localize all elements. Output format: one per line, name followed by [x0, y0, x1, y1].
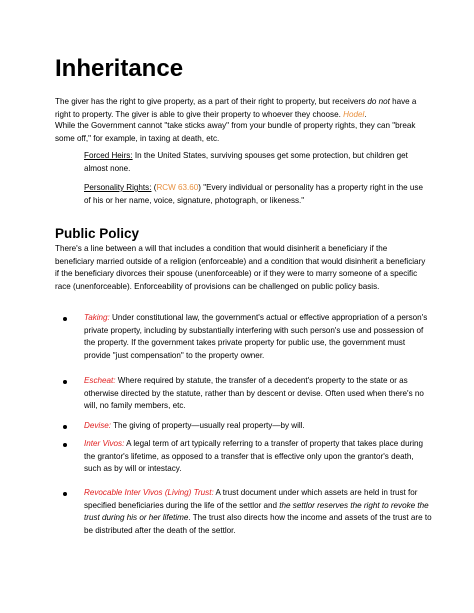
personality-rights-label: Personality Rights:	[84, 183, 152, 192]
personality-rights-paragraph: Personality Rights: (RCW 63.60) "Every individual or personality has a property right in the use of his or her name, voice, signature, photograph, or likeness."	[84, 183, 423, 205]
emphasis-revoke: the settlor reserves the right to revoke the trust during his or her lifetime	[84, 500, 429, 523]
term-devise: Devise:	[84, 421, 111, 430]
bullet-dot	[63, 425, 67, 429]
bullet-dot	[63, 492, 67, 496]
term-escheat: Escheat:	[84, 376, 116, 385]
case-citation-hodel[interactable]: Hodel	[343, 109, 365, 119]
list-item-taking: Taking: Under constitutional law, the government's actual or effective appropriation of a person's private property, including by substantially interfering with such person's use and possession of the property. If the government takes private property for public use, the government must provide "just compensation" to the property owner.	[84, 313, 428, 360]
forced-heirs-label: Forced Heirs:	[84, 151, 133, 160]
bullet-dot	[63, 443, 67, 447]
term-revocable-trust: Revocable Inter Vivos (Living) Trust:	[84, 488, 214, 497]
emphasis-do-not: do not	[367, 97, 390, 106]
section-heading-public-policy: Public Policy	[55, 226, 140, 241]
forced-heirs-paragraph: Forced Heirs: In the United States, surviving spouses get some protection, but children get almost none.	[84, 151, 408, 173]
term-taking: Taking:	[84, 313, 110, 322]
public-policy-paragraph: There's a line between a will that includes a condition that would disinherit a beneficiary if the beneficiary married outside of a religion (enforceable) and a condition that would disinherit a beneficiary if the beneficiary divorces their spouse (unenforceable) or if they were to marry someone of a specific race (unenforceable). Enforceability of provisions can be challenged on public policy basis.	[55, 244, 426, 291]
page-title: Inheritance	[55, 55, 184, 82]
statute-citation-rcw[interactable]: RCW 63.60	[156, 183, 199, 192]
intro-paragraph-1: The giver has the right to give property, as a part of their right to property, but receivers do not have a right to property. The giver is able to give their property to whoever they choose. Hodel.	[55, 97, 417, 119]
list-item-devise: Devise: The giving of property—usually real property—by will.	[84, 421, 305, 430]
list-item-revocable-trust: Revocable Inter Vivos (Living) Trust: A trust document under which assets are held in trust for specified beneficiaries during the life of the settlor and the settlor reserves the right to revoke the trust during his or her lifetime. The trust also directs how the income and assets of the trust are to be distributed after the death of the settlor.	[84, 488, 432, 535]
term-inter-vivos: Inter Vivos:	[84, 439, 125, 448]
bullet-dot	[63, 317, 67, 321]
list-item-escheat: Escheat: Where required by statute, the transfer of a decedent's property to the state or as otherwise directed by the statute, rather than by descent or devise. Often used when there's no will, no family members, etc.	[84, 376, 424, 411]
list-item-inter-vivos: Inter Vivos: A legal term of art typically referring to a transfer of property that takes place during the grantor's lifetime, as opposed to a transfer that is effective only upon the grantor's death, such as by will or intestacy.	[84, 439, 424, 474]
bullet-dot	[63, 380, 67, 384]
intro-paragraph-2: While the Government cannot "take sticks away" from your bundle of property rights, they can "break some off," for example, in taxing at death, etc.	[55, 121, 416, 143]
